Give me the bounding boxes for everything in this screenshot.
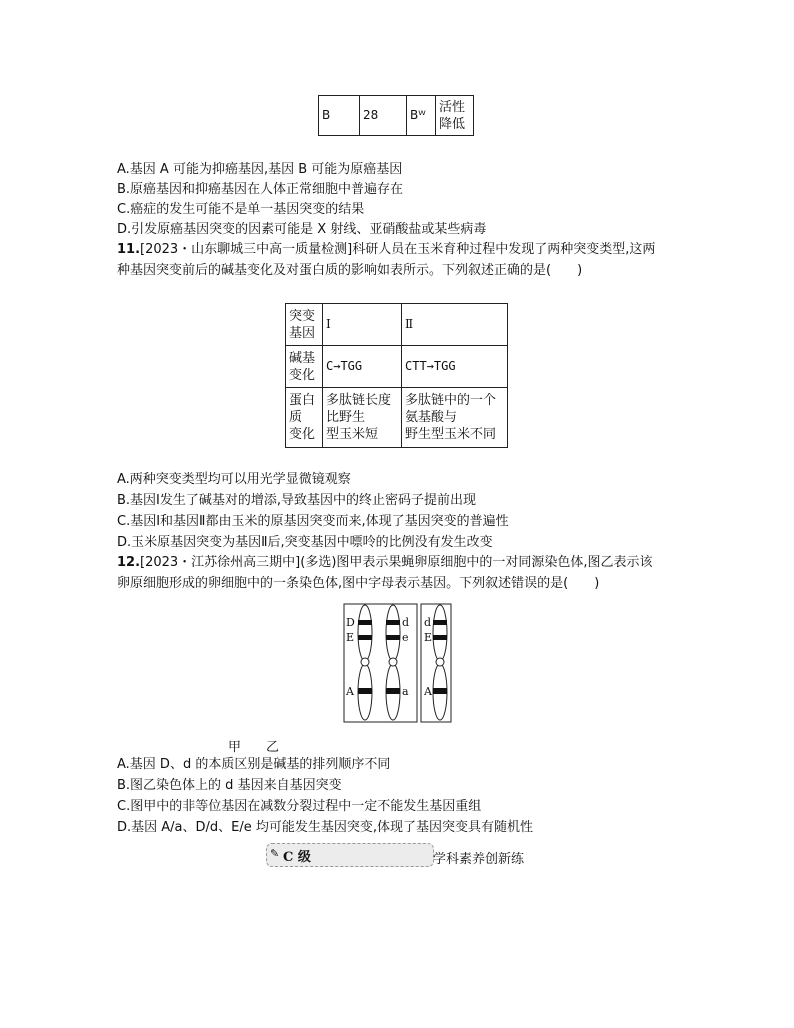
q10-option-c: C.癌症的发生可能不是单一基因突变的结果 [117,202,365,217]
section-c-banner [266,843,434,867]
top-table-cell: Bᵂ [407,96,436,136]
q11-stem-line1: [2023・山东聊城三中高一质量检测]科研人员在玉米育种过程中发现了两种突变类型,这两 [140,242,656,257]
q11-table-header-gene2: Ⅱ [402,304,508,346]
pencil-icon: ✎ [270,847,280,860]
q11-number: 11. [117,242,141,257]
chromosome-jia-right [386,605,400,720]
q10-option-b: B.原癌基因和抑癌基因在人体正常细胞中普遍存在 [117,182,404,197]
gene-label: D [346,616,355,629]
q12-option-a: A.基因 D、d 的本质区别是碱基的排列顺序不同 [117,757,391,772]
q11-table-row-label: 碱基 变化 [286,346,323,388]
q11-table-cell: CTT→TGG [402,346,508,388]
q11-option-c: C.基因Ⅰ和基因Ⅱ都由玉米的原基因突变而来,体现了基因突变的普遍性 [117,514,509,529]
chromosome-figure [340,600,460,726]
q12-option-c: C.图甲中的非等位基因在减数分裂过程中一定不能发生基因重组 [117,799,482,814]
gene-label: E [424,631,433,644]
q11-table-cell: 多肽链中的一个 氨基酸与 野生型玉米不同 [402,388,508,448]
section-c-label: C 级 [283,850,311,865]
top-table-cell: 28 [360,96,407,136]
chromosome-yi [433,605,447,720]
top-table-cell: 活性 降低 [436,96,474,136]
gene-label: E [346,631,355,644]
q11-option-a: A.两种突变类型均可以用光学显微镜观察 [117,472,351,487]
figure-caption-jia: 甲 [228,740,242,755]
q12-option-d: D.基因 A/a、D/d、E/e 均可能发生基因突变,体现了基因突变具有随机性 [117,820,534,835]
gene-label: A [346,685,354,698]
q10-option-a: A.基因 A 可能为抑癌基因,基因 B 可能为原癌基因 [117,162,403,177]
gene-label: a [402,685,409,698]
q12-stem-line2: 卵原细胞形成的卵细胞中的一条染色体,图中字母表示基因。下列叙述错误的是( ) [117,576,600,591]
gene-label: e [402,631,409,644]
q11-stem [117,240,655,260]
q11-table-header-gene1: Ⅰ [323,304,402,346]
gene-label: d [424,616,432,629]
q11-option-d: D.玉米原基因突变为基因Ⅱ后,突变基因中嘌呤的比例没有发生改变 [117,535,493,550]
q10-option-d: D.引发原癌基因突变的因素可能是 X 射线、亚硝酸盐或某些病毒 [117,222,487,237]
top-table-cell: B [319,96,360,136]
q12-option-b: B.图乙染色体上的 d 基因来自基因突变 [117,778,342,793]
q11-table-cell: C→TGG [323,346,402,388]
q11-table-cell: 多肽链长度 比野生 型玉米短 [323,388,402,448]
section-c-title: 学科素养创新练 [433,852,525,867]
q11-option-b: B.基因Ⅰ发生了碱基对的增添,导致基因中的终止密码子提前出现 [117,493,477,508]
q11-table [285,303,508,448]
q12-stem [117,553,653,573]
q11-table-row-label: 蛋白 质 变化 [286,388,323,448]
q12-stem-line1: [2023・江苏徐州高三期中](多选)图甲表示果蝇卵原细胞中的一对同源染色体,图乙表示该 [140,555,653,570]
q11-stem-line2: 种基因突变前后的碱基变化及对蛋白质的影响如表所示。下列叙述正确的是( ) [117,263,583,278]
q11-table-header-label: 突变 基因 [286,304,323,346]
figure-caption-yi: 乙 [266,740,280,755]
q12-number: 12. [117,555,141,570]
top-table [318,95,474,136]
chromosome-jia-left [358,605,372,720]
gene-label: A [424,685,432,698]
gene-label: d [402,616,410,629]
